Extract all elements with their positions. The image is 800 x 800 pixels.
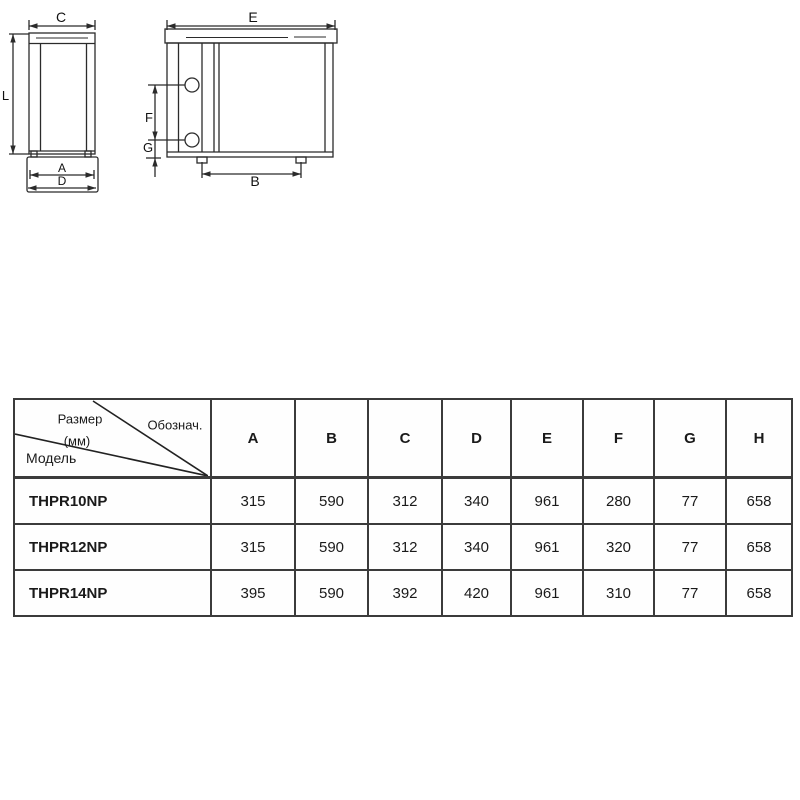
lower-pipe-connection: [185, 133, 199, 147]
value-cell: 320: [583, 524, 654, 570]
dim-label-g: G: [142, 140, 154, 155]
value-cell: 961: [511, 478, 583, 525]
value-cell: 658: [726, 570, 792, 616]
model-cell: THPR14NP: [14, 570, 211, 616]
corner-designation-label: Обознач.: [147, 417, 203, 433]
col-header-g: G: [654, 399, 726, 478]
dim-label-l: L: [1, 88, 10, 103]
table-row: [14, 524, 792, 570]
value-cell: 312: [368, 524, 442, 570]
dim-label-f: F: [145, 110, 153, 125]
front-view-drawing: [143, 9, 337, 189]
corner-size-label: Размер: [57, 411, 103, 427]
dim-label-d: D: [57, 174, 67, 188]
value-cell: 280: [583, 478, 654, 525]
col-header-h: H: [726, 399, 792, 478]
value-cell: 658: [726, 524, 792, 570]
value-cell: 77: [654, 524, 726, 570]
col-header-d: D: [442, 399, 511, 478]
corner-model-label: Модель: [26, 450, 77, 466]
col-header-e: E: [511, 399, 583, 478]
value-cell: 315: [211, 524, 295, 570]
model-cell: THPR12NP: [14, 524, 211, 570]
col-header-b: B: [295, 399, 368, 478]
value-cell: 340: [442, 478, 511, 525]
value-cell: 310: [583, 570, 654, 616]
value-cell: 395: [211, 570, 295, 616]
col-header-f: F: [583, 399, 654, 478]
value-cell: 77: [654, 478, 726, 525]
value-cell: 315: [211, 478, 295, 525]
value-cell: 658: [726, 478, 792, 525]
value-cell: 590: [295, 478, 368, 525]
upper-pipe-connection: [185, 78, 199, 92]
value-cell: 340: [442, 524, 511, 570]
dim-label-c: C: [55, 9, 67, 25]
value-cell: 961: [511, 570, 583, 616]
value-cell: 961: [511, 524, 583, 570]
side-view-drawing: [2, 9, 98, 192]
model-cell: THPR10NP: [14, 478, 211, 525]
dim-label-e: E: [248, 9, 258, 25]
value-cell: 590: [295, 524, 368, 570]
technical-drawing: [0, 0, 345, 200]
value-cell: 420: [442, 570, 511, 616]
corner-size-unit: (мм): [63, 433, 91, 449]
table-corner-cell: [14, 399, 211, 478]
value-cell: 590: [295, 570, 368, 616]
value-cell: 77: [654, 570, 726, 616]
table-row: [14, 570, 792, 616]
value-cell: 392: [368, 570, 442, 616]
col-header-a: A: [211, 399, 295, 478]
table-header-row: [14, 399, 792, 478]
table-row: [14, 478, 792, 525]
dim-label-a: A: [57, 161, 67, 175]
col-header-c: C: [368, 399, 442, 478]
dim-label-b: B: [250, 173, 260, 189]
value-cell: 312: [368, 478, 442, 525]
dimensions-table: [13, 398, 793, 617]
